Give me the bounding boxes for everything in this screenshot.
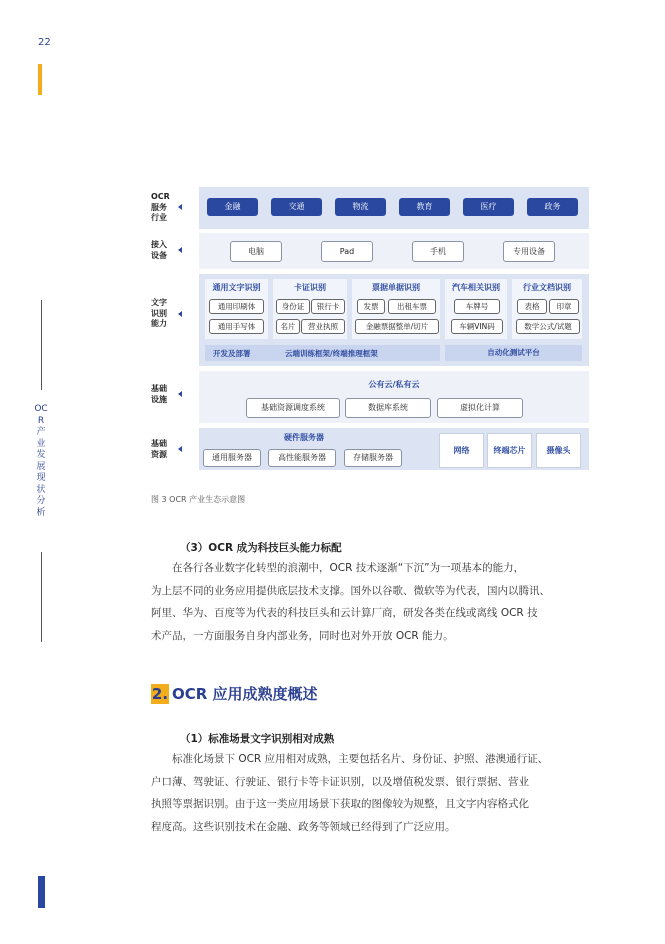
row-arrow-icon	[178, 446, 182, 452]
accent-bar-top	[38, 64, 42, 95]
row-arrow-icon	[178, 247, 182, 253]
paragraph-line: 阿里、华为、百度等为代表的科技巨头和云计算厂商，研发各类在线或离线 OCR 技	[151, 607, 538, 619]
resource-network: 网络	[439, 433, 484, 468]
group-general-title: 通用文字识别	[212, 283, 261, 292]
server-storage: 存储服务器	[344, 449, 402, 467]
infra-database: 数据库系统	[345, 398, 431, 418]
item: 车牌号	[454, 299, 500, 314]
item: 身份证	[276, 299, 310, 314]
group-bills-title: 票据单据识别	[372, 283, 420, 292]
paragraph-line: 为上层不同的业务应用提供底层技术支撑。国外以谷歌、微软等为代表，国内以腾讯、	[151, 584, 550, 597]
device-pc: 电脑	[230, 241, 282, 262]
paragraph-line: 户口薄、驾驶证、行驶证、银行卡等卡证识别，以及增值税发票、银行票据、营业	[151, 775, 529, 788]
device-pad: Pad	[321, 241, 373, 262]
item: 银行卡	[311, 299, 345, 314]
row-label-recognition: 文字 识别 能力	[151, 298, 167, 328]
infra-title: 公有云/私有云	[368, 380, 420, 389]
infra-virtualization: 虚拟化计算	[437, 398, 523, 418]
resource-chip: 终端芯片	[487, 433, 532, 468]
chip-medical: 医疗	[463, 198, 514, 216]
paragraph-line: 标准化场景下 OCR 应用相对成熟，主要包括名片、身份证、护照、港澳通行证、	[172, 753, 549, 765]
infra-scheduling: 基础资源调度系统	[246, 398, 340, 418]
row-arrow-icon	[178, 311, 182, 317]
band-dev-deploy-label: 开发及部署	[213, 349, 251, 358]
item: 通用印刷体	[209, 299, 264, 314]
row-label-infrastructure: 基础 设施	[151, 384, 167, 404]
row-label-industry: OCR 服务 行业	[151, 192, 170, 222]
side-rule-top	[41, 300, 42, 390]
item: 出租车票	[388, 299, 436, 314]
chip-education: 教育	[399, 198, 450, 216]
item: 金融票据整单/切片	[355, 319, 439, 334]
accent-bar-bottom	[38, 876, 45, 908]
side-rule-bottom	[41, 552, 42, 642]
group-industry-docs-title: 行业文档识别	[523, 283, 571, 292]
band-test-platform: 自动化测试平台	[445, 345, 582, 361]
row-label-resources: 基础 资源	[151, 439, 167, 459]
row-arrow-icon	[178, 391, 182, 397]
hardware-title: 硬件服务器	[284, 433, 324, 442]
group-card-title: 卡证识别	[294, 283, 326, 292]
row-label-devices: 接入 设备	[151, 240, 167, 260]
page-number: 22	[38, 37, 51, 48]
paragraph-line: 术产品，一方面服务自身内部业务，同时也对外开放 OCR 能力。	[151, 629, 454, 642]
device-phone: 手机	[412, 241, 464, 262]
band-framework-label: 云端训练框架/终端推理框架	[285, 349, 378, 358]
section-3-paragraph	[151, 557, 591, 647]
section-2-title: OCR 应用成熟度概述	[172, 685, 318, 703]
item: 数学公式/试题	[516, 319, 580, 334]
paragraph-line: 在各行各业数字化转型的浪潮中，OCR 技术逐渐“下沉”为一项基本的能力，	[172, 562, 525, 574]
chip-government: 政务	[527, 198, 578, 216]
server-general: 通用服务器	[203, 449, 261, 467]
resource-camera: 摄像头	[536, 433, 581, 468]
group-vehicle-title: 汽车相关识别	[452, 283, 500, 292]
row-arrow-icon	[178, 204, 182, 210]
item: 营业执照	[301, 319, 345, 334]
chip-transport: 交通	[271, 198, 322, 216]
side-section-title: OCR产业发展现状分析	[34, 404, 48, 518]
band-dev-deploy	[205, 345, 440, 361]
section-2-number: 2.	[151, 685, 169, 703]
section-3-heading: （3）OCR 成为科技巨头能力标配	[180, 542, 342, 554]
server-hpc: 高性能服务器	[268, 449, 336, 467]
device-special: 专用设备	[503, 241, 555, 262]
chip-finance: 金融	[207, 198, 258, 216]
item: 印章	[549, 299, 579, 314]
item: 车辆VIN码	[451, 319, 503, 334]
chip-logistics: 物流	[335, 198, 386, 216]
figure-caption: 图 3 OCR 产业生态示意图	[151, 495, 246, 504]
section-1-heading: （1）标准场景文字识别相对成熟	[180, 733, 335, 745]
item: 名片	[276, 319, 300, 334]
item: 表格	[517, 299, 547, 314]
paragraph-line: 执照等票据识别。由于这一类应用场景下获取的图像较为规整，且文字内容格式化	[151, 798, 529, 810]
item: 发票	[357, 299, 385, 314]
item: 通用手写体	[209, 319, 264, 334]
section-1-paragraph	[151, 748, 591, 838]
paragraph-line: 程度高。这些识别技术在金融、政务等领域已经得到了广泛应用。	[151, 820, 456, 833]
